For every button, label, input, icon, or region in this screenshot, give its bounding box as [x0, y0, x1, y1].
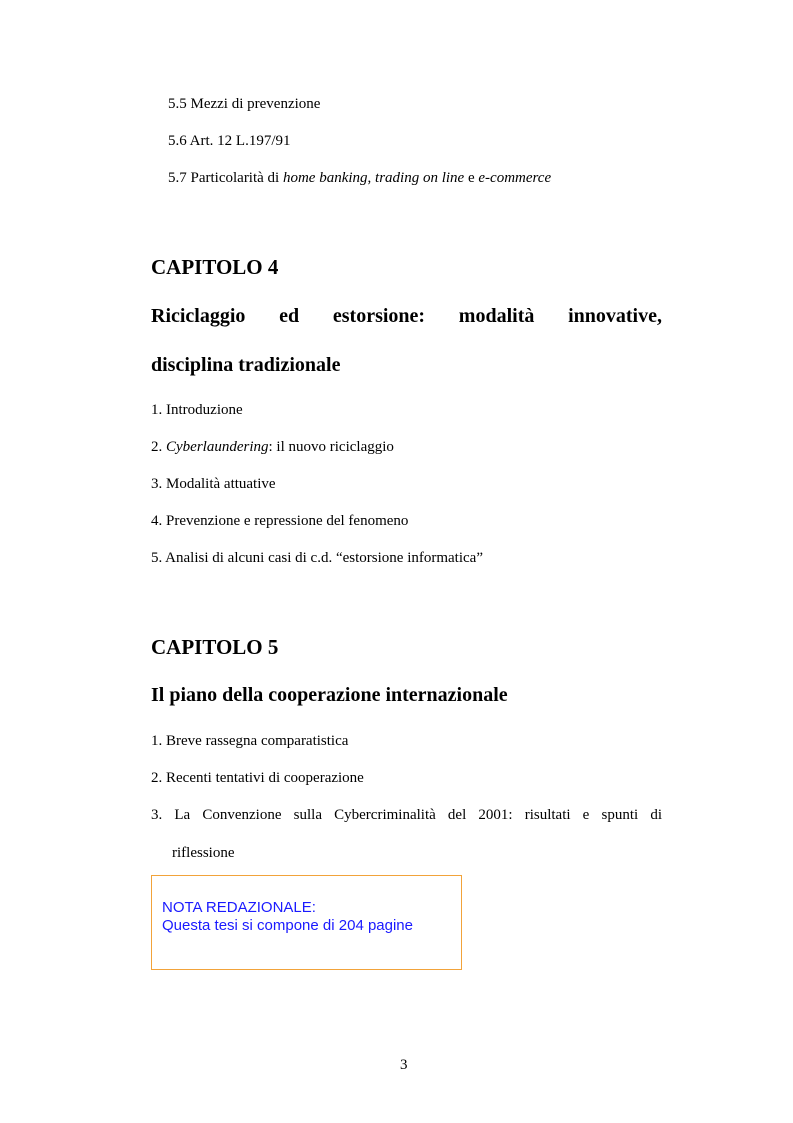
- toc-entry-5-7-sep2: e: [464, 170, 479, 186]
- toc-entry-5-7-prefix: 5.7 Particolarità di: [168, 170, 283, 186]
- toc-entry-5-3-line2: riflessione: [172, 845, 235, 861]
- title-word: estorsione:: [332, 305, 426, 327]
- entry-word: Convenzione: [202, 807, 282, 823]
- entry-word: del: [447, 807, 467, 823]
- toc-entry-4-2-em: Cyberlaundering: [166, 439, 269, 455]
- toc-entry-5-7-em3: e-commerce: [478, 170, 552, 186]
- chapter-5-heading: CAPITOLO 5: [151, 635, 279, 659]
- toc-entry-5-7-em1: home banking: [282, 170, 368, 186]
- toc-entry-4-4: 4. Prevenzione e repressione del fenomeno: [151, 513, 409, 529]
- title-word: innovative,: [568, 305, 662, 327]
- toc-entry-5-6: 5.6 Art. 12 L.197/91: [168, 133, 291, 149]
- entry-word: La: [174, 807, 191, 823]
- toc-entry-5-7: [168, 170, 551, 187]
- chapter-4-title-line2: disciplina tradizionale: [151, 354, 341, 376]
- toc-entry-4-2-num: 2.: [151, 439, 166, 455]
- entry-word: di: [650, 807, 662, 823]
- entry-word: Cybercriminalità: [334, 807, 436, 823]
- toc-entry-5-2: 2. Recenti tentativi di cooperazione: [151, 770, 364, 786]
- editorial-note-box: [151, 875, 462, 970]
- toc-entry-4-2: [151, 439, 394, 456]
- title-word: Riciclaggio: [151, 305, 246, 327]
- chapter-5-title: Il piano della cooperazione internazionale: [151, 684, 508, 706]
- entry-word: risultati: [524, 807, 571, 823]
- entry-word: 3.: [151, 807, 163, 823]
- chapter-4-heading: CAPITOLO 4: [151, 255, 279, 279]
- toc-entry-5-7-em2: trading on line: [375, 170, 465, 186]
- entry-word: sulla: [293, 807, 322, 823]
- toc-entry-5-5: 5.5 Mezzi di prevenzione: [168, 96, 321, 112]
- toc-entry-4-3: 3. Modalità attuative: [151, 476, 276, 492]
- entry-word: e: [582, 807, 590, 823]
- toc-entry-4-1: 1. Introduzione: [151, 402, 243, 418]
- toc-entry-5-3-line1: [151, 807, 662, 824]
- page-number: 3: [400, 1057, 408, 1073]
- toc-entry-5-1: 1. Breve rassegna comparatistica: [151, 733, 349, 749]
- title-word: modalità: [458, 305, 535, 327]
- entry-word: spunti: [601, 807, 639, 823]
- entry-word: 2001:: [478, 807, 513, 823]
- editorial-note-title: NOTA REDAZIONALE:: [162, 899, 316, 916]
- toc-entry-4-2-rest: : il nuovo riciclaggio: [268, 439, 394, 455]
- editorial-note-text: Questa tesi si compone di 204 pagine: [162, 917, 413, 934]
- chapter-4-title-line1: [151, 305, 662, 328]
- toc-entry-5-7-sep1: ,: [367, 170, 376, 186]
- title-word: ed: [279, 305, 300, 327]
- toc-entry-4-5: 5. Analisi di alcuni casi di c.d. “estorsione informatica”: [151, 550, 483, 566]
